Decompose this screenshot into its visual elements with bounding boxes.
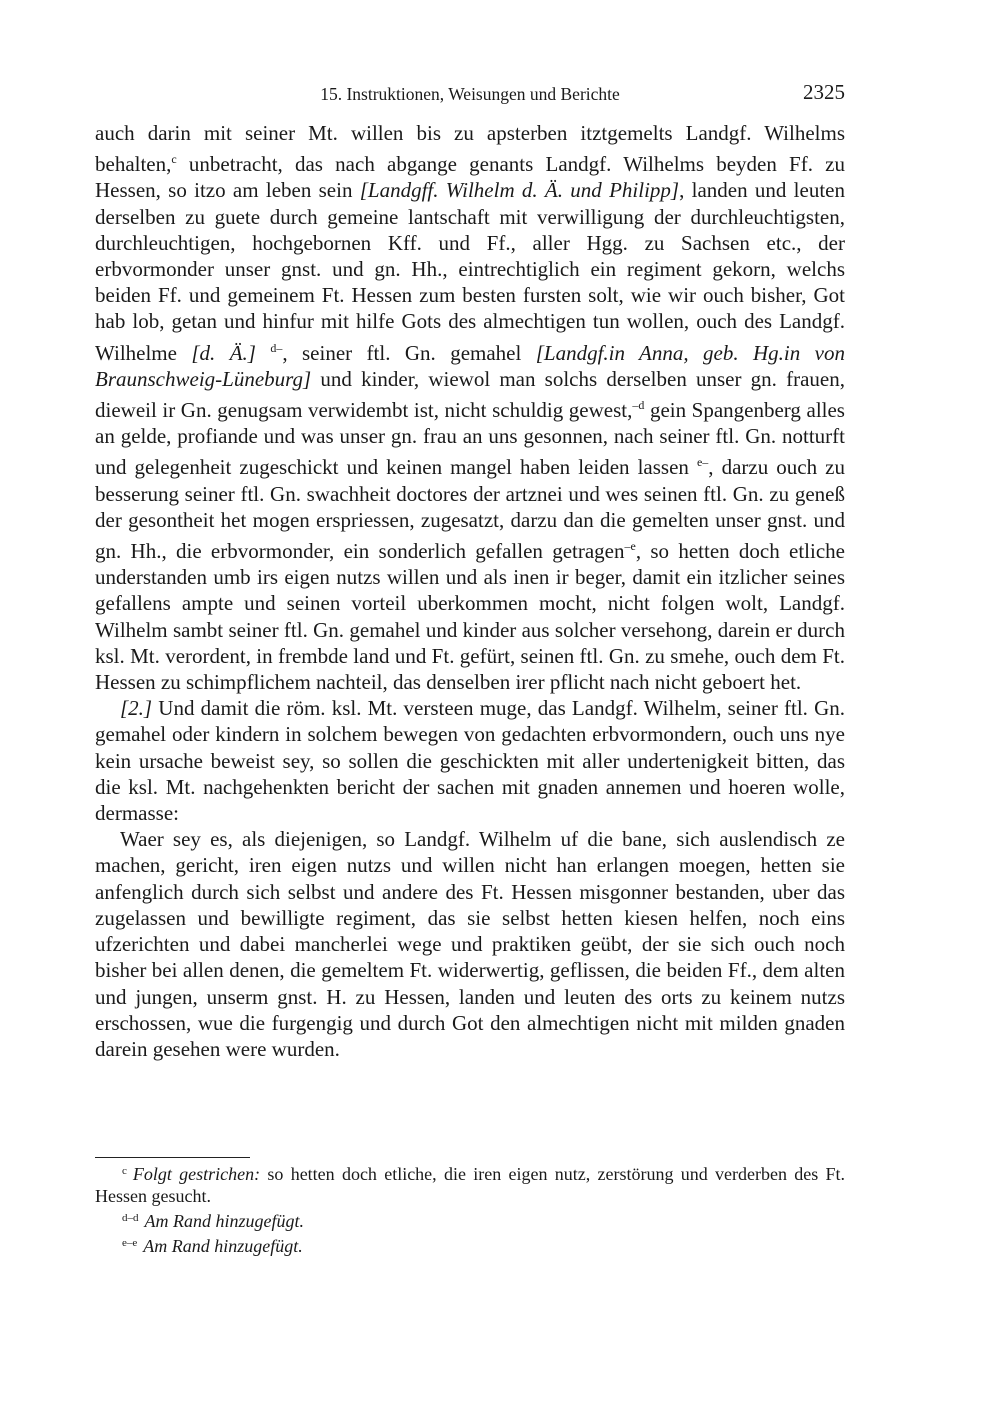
page-header [95, 80, 845, 110]
footnote-mark: c [122, 1165, 127, 1177]
editorial-insert: [Landgff. Wilhelm d. Ä. und Philipp] [359, 178, 680, 203]
text-run: , darzu ouch zu besserung seiner ftl. Gn. swachheit doctores der artznei und wes seinen ftl. Gn. zu geneß der gesontheit het mogen erspriessen, zugesatzt, darzu dan die gemelten unser gnst. und gn. Hh., die erbvormonder, ein sonderlich gefallen getragen [95, 455, 845, 564]
footnote-e [95, 1232, 845, 1257]
editorial-insert: [Landgf.in Anna, geb. Hg.in von Braunschweig-Lüneburg] [95, 340, 845, 391]
footnote-ref-e-end: –e [624, 539, 636, 554]
paragraph-1 [95, 120, 845, 695]
footnote-c [95, 1160, 845, 1207]
text-run: und kinder, wiewol man solchs derselben unser gn. frauen, dieweil ir Gn. genugsam verwidembt ist, nicht schuldig gewest, [95, 366, 845, 423]
footnote-label: Am Rand hinzugefügt. [143, 1236, 303, 1256]
footnote-d [95, 1207, 845, 1232]
paragraph-2 [95, 695, 845, 826]
main-text [95, 120, 845, 1062]
page-number: 2325 [803, 80, 845, 104]
section-number: [2.] [120, 696, 153, 721]
text-run: Und damit die röm. ksl. Mt. versteen muge, das Landgf. Wilhelm, seiner ftl. Gn. gemahel oder kindern in solchem bewegen von gedachten erbvormondern, ouch uns nye kein ursache beweist sey, so sollen die geschickten mit aller undertenigkeit bitten, das die ksl. Mt. nachgehenkten bericht der sachen mit gnaden annemen und hoeren wolle, dermasse: [95, 696, 845, 826]
text-run: , seiner ftl. Gn. gemahel [282, 340, 536, 365]
paragraph-3 [95, 826, 845, 1062]
footnote-mark: d–d [122, 1212, 139, 1224]
text-run: gein Spangenberg alles an gelde, profiande und was unser gn. frau an uns gesonnen, nach seiner ftl. Gn. notturft und gelegenheit zugeschickt und keinen mangel haben leiden lassen [95, 398, 845, 480]
footnote-label: Am Rand hinzugefügt. [144, 1211, 304, 1231]
footnote-ref-d-end: –d [632, 398, 645, 413]
footnote-mark: e–e [122, 1237, 138, 1249]
footnote-ref-d-start: d– [270, 340, 283, 355]
text-run: Waer sey es, als diejenigen, so Landgf. Wilhelm uf die bane, sich auslendisch ze machen, gericht, iren eigen nutzs und willen nicht han erlangen moegen, hetten sie anfenglich durch sich selbst und andere des Ft. Hessen misgonner bestanden, uber das zugelassen und bewilligte regiment, das sie selbst hetten kiesen helfen, noch eins ufzerichten und dabei mancherlei wege und praktiken geübt, der sie sich ouch noch bisher bei allen denen, die gemeltem Ft. widerwertig, geflissen, die beiden Ff., dem alten und jungen, unserm gnst. H. zu Hessen, landen und leuten des orts zu keinem nutzs erschossen, wue die furgengig und durch Got den almechtigen nicht mit milden gnaden darein gesehen were wurden. [95, 827, 845, 1061]
footnotes [95, 1160, 845, 1257]
footnote-ref-c: c [171, 152, 177, 167]
footnote-ref-e-start: e– [696, 455, 709, 470]
running-title: 15. Instruktionen, Weisungen und Berichte [320, 84, 620, 104]
footnote-divider [95, 1157, 250, 1158]
text-run: , landen und leuten derselben zu guete durch gemeine lantschaft mit verwilligung der durchleuchtigsten, durchleuchtigen, hochgebornen Kff. und Ff., aller Hgg. zu Sachsen etc., der erbvormonder unser gnst. und gn. Hh., eintrechtiglich ein regiment gekorn, welchs beiden Ff. und gemeinem Ft. Hessen zum besten fursten solt, wie wir ouch bisher, Got hab lob, getan und hinfur mit hilfe Gots des almechtigen tun wollen, ouch des Landgf. Wilhelme [95, 178, 845, 365]
text-run: , so hetten doch etliche understanden umb irs eigen nutzs willen und als inen ir beger, damit ein itzlicher seines gefallens ampte und seinen vorteil uberkommen mocht, nicht folgen wolt, Landgf. Wilhelm sambt seiner ftl. Gn. gemahel und kinder aus solcher versehong, darein er durch ksl. Mt. verordent, in frembde land und Ft. gefürt, seinen ftl. Gn. zu smehe, ouch dem Ft. Hessen zu schimpflichem nachteil, das denselben irer pflicht nach nicht geboert het. [95, 539, 845, 695]
editorial-insert: [d. Ä.] [191, 340, 256, 365]
footnote-label: Folgt gestrichen: [132, 1164, 261, 1184]
text-run: auch darin mit seiner Mt. willen bis zu apsterben itztgemelts Landgf. Wilhelms behalten, [95, 121, 845, 177]
footnote-text: so hetten doch etliche, die iren eigen nutz, zerstörung und verderben des Ft. Hessen gesucht. [95, 1164, 845, 1206]
text-run: unbetracht, das nach abgange genants Landgf. Wilhelms beyden Ff. zu Hessen, so itzo am leben sein [95, 152, 845, 203]
